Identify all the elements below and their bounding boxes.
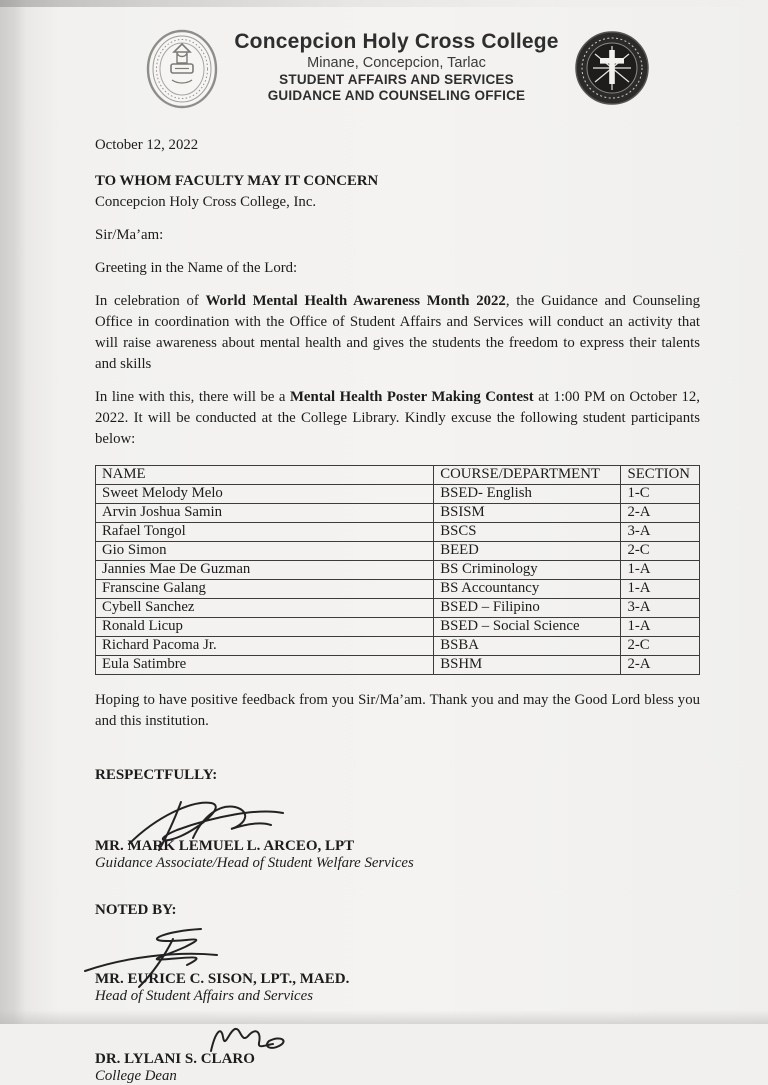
table-row <box>96 485 700 504</box>
letterhead <box>95 28 700 115</box>
table-cell: Gio Simon <box>96 542 434 561</box>
table-cell: 2-A <box>621 504 700 523</box>
table-header-section: SECTION <box>621 466 700 485</box>
college-seal-icon <box>144 28 220 115</box>
table-cell: Franscine Galang <box>96 580 434 599</box>
table-cell: 3-A <box>621 523 700 542</box>
closing-paragraph: Hoping to have positive feedback from you Sir/Ma’am. Thank you and may the Good Lord bless you and this institution. <box>95 692 700 729</box>
table-cell: 1-A <box>621 561 700 580</box>
table-row <box>96 561 700 580</box>
table-cell: BSCS <box>434 523 621 542</box>
paragraph-contest <box>95 387 700 450</box>
sison-title: Head of Student Affairs and Services <box>95 988 313 1004</box>
greeting-line: Greeting in the Name of the Lord: <box>95 260 298 276</box>
letterhead-text <box>234 28 558 103</box>
sison-name: MR. EURICE C. SISON, LPT., MAED. <box>95 971 350 987</box>
table-cell: BSED- English <box>434 485 621 504</box>
student-affairs-seal-icon <box>573 28 651 113</box>
table-cell: BEED <box>434 542 621 561</box>
table-cell: 2-A <box>621 656 700 675</box>
office-line-2: GUIDANCE AND COUNSELING OFFICE <box>267 88 526 103</box>
participants-table-body <box>96 485 700 675</box>
recipient-line-2: Concepcion Holy Cross College, Inc. <box>95 194 317 210</box>
table-cell: 3-A <box>621 599 700 618</box>
para2-prefix: In line with this, there will be a <box>95 389 290 405</box>
table-cell: BSED – Social Science <box>434 618 621 637</box>
table-row <box>96 523 700 542</box>
table-header-course: COURSE/DEPARTMENT <box>434 466 621 485</box>
table-cell: Sweet Melody Melo <box>96 485 434 504</box>
para2-suffix: at 1:00 PM on October 12, 2022. It will be conducted at the College Library. Kindly excuse the following student participants below: <box>95 389 700 447</box>
respectfully-label: RESPECTFULLY: <box>95 767 218 783</box>
college-address: Minane, Concepcion, Tarlac <box>307 55 486 71</box>
scan-edge-bottom <box>0 1010 768 1024</box>
table-cell: Arvin Joshua Samin <box>96 504 434 523</box>
table-cell: Cybell Sanchez <box>96 599 434 618</box>
arceo-title: Guidance Associate/Head of Student Welfare Services <box>95 855 414 871</box>
table-cell: BSED – Filipino <box>434 599 621 618</box>
table-row <box>96 637 700 656</box>
table-cell: BSISM <box>434 504 621 523</box>
table-row <box>96 542 700 561</box>
table-row <box>96 504 700 523</box>
paragraph-activity <box>95 291 700 375</box>
claro-title: College Dean <box>95 1068 177 1084</box>
table-cell: Richard Pacoma Jr. <box>96 637 434 656</box>
table-header-name: NAME <box>96 466 434 485</box>
recipient-block <box>95 171 700 213</box>
table-cell: BSHM <box>434 656 621 675</box>
para1-highlight: World Mental Health Awareness Month 2022 <box>205 293 506 309</box>
table-row <box>96 618 700 637</box>
table-row <box>96 580 700 599</box>
table-cell: BS Accountancy <box>434 580 621 599</box>
salutation: Sir/Ma’am: <box>95 227 164 243</box>
participants-table <box>95 465 700 675</box>
signature-block-sison <box>95 971 700 1005</box>
table-cell: Eula Satimbre <box>96 656 434 675</box>
table-cell: 1-A <box>621 618 700 637</box>
arceo-name: MR. MARK LEMUEL L. ARCEO, LPT <box>95 838 355 854</box>
table-cell: 2-C <box>621 637 700 656</box>
table-cell: Rafael Tongol <box>96 523 434 542</box>
recipient-line-1: TO WHOM FACULTY MAY IT CONCERN <box>95 173 379 189</box>
noted-by-label: NOTED BY: <box>95 902 177 918</box>
table-cell: BSBA <box>434 637 621 656</box>
para2-highlight: Mental Health Poster Making Contest <box>289 389 534 405</box>
table-cell: 2-C <box>621 542 700 561</box>
table-cell: 1-A <box>621 580 700 599</box>
office-line-1: STUDENT AFFAIRS AND SERVICES <box>279 72 514 87</box>
participants-table-header-row <box>96 466 700 485</box>
table-cell: 1-C <box>621 485 700 504</box>
table-cell: Jannies Mae De Guzman <box>96 561 434 580</box>
table-cell: Ronald Licup <box>96 618 434 637</box>
college-name: Concepcion Holy Cross College <box>234 30 559 53</box>
date-line: October 12, 2022 <box>95 137 199 153</box>
table-row <box>96 656 700 675</box>
para1-suffix: , the Guidance and Counseling Office in coordination with the Office of Student Affairs and Services will conduct an activity that will raise awareness about mental health and gives the students the freedom to express their talents and skills <box>95 293 701 372</box>
table-cell: BS Criminology <box>434 561 621 580</box>
signature-block-claro <box>95 1051 700 1085</box>
signature-block-arceo <box>95 838 700 872</box>
claro-name: DR. LYLANI S. CLARO <box>95 1051 255 1067</box>
table-row <box>96 599 700 618</box>
para1-prefix: In celebration of <box>95 293 206 309</box>
